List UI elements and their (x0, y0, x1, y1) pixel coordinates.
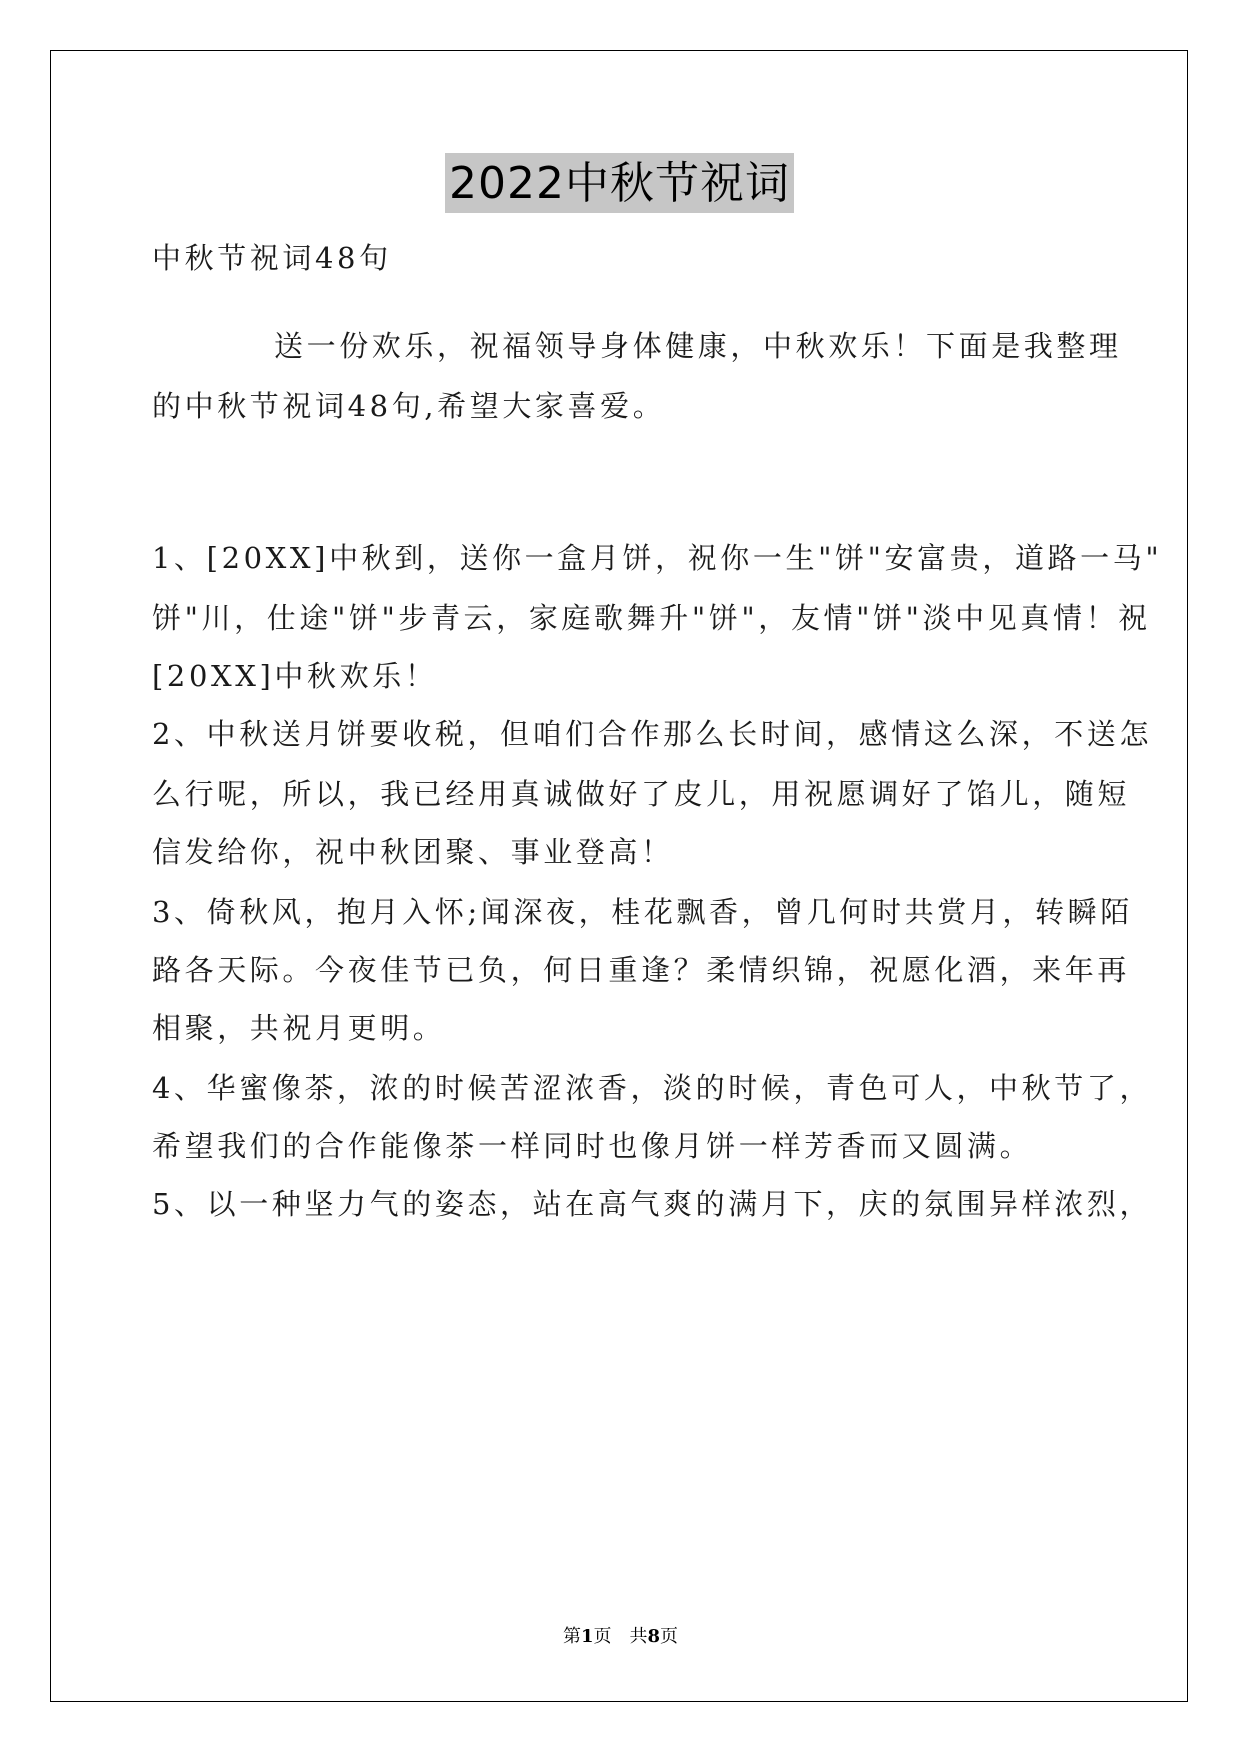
body-line: 1、[20XX]中秋到，送你一盒月饼，祝你一生"饼"安富贵，道路一马" (152, 541, 1163, 575)
body-line: 饼"川，仕途"饼"步青云，家庭歌舞升"饼"，友情"饼"淡中见真情！祝 (152, 601, 1151, 635)
document-title: 2022中秋节祝词 (445, 153, 794, 213)
page-footer (0, 1622, 1241, 1648)
body-line: 3、倚秋风，抱月入怀;闻深夜，桂花飘香，曾几何时共赏月，转瞬陌 (152, 895, 1133, 929)
body-line: 5、以一种坚力气的姿态，站在高气爽的满月下，庆的氛围异样浓烈， (152, 1187, 1153, 1221)
footer-current-page: 1 (580, 1626, 594, 1647)
footer-total-pages: 8 (647, 1626, 661, 1647)
page-frame (50, 50, 1188, 1702)
body-line: 相聚，共祝月更明。 (152, 1011, 446, 1045)
body-line: 希望我们的合作能像茶一样同时也像月饼一样芳香而又圆满。 (152, 1129, 1033, 1163)
body-line: 4、华蜜像茶，浓的时候苦涩浓香，淡的时候，青色可人，中秋节了， (152, 1071, 1153, 1105)
body-line: [20XX]中秋欢乐！ (152, 659, 438, 693)
footer-mid: 页 共 (593, 1626, 648, 1647)
body-line: 信发给你，祝中秋团聚、事业登高！ (152, 835, 674, 869)
title-wrap (152, 153, 1087, 213)
footer-prefix: 第 (562, 1626, 581, 1647)
body-line: 2、中秋送月饼要收税，但咱们合作那么长时间，感情这么深，不送怎 (152, 717, 1153, 751)
body-line: 路各天际。今夜佳节已负，何日重逢？柔情织锦，祝愿化酒，来年再 (152, 953, 1131, 987)
footer-suffix: 页 (660, 1626, 679, 1647)
subtitle: 中秋节祝词48句 (152, 241, 392, 275)
body-line: 么行呢，所以，我已经用真诚做好了皮儿，用祝愿调好了馅儿，随短 (152, 777, 1131, 811)
intro-line-1: 送一份欢乐，祝福领导身体健康，中秋欢乐！下面是我整理 (274, 329, 1122, 363)
intro-line-2: 的中秋节祝词48句,希望大家喜爱。 (152, 389, 666, 423)
